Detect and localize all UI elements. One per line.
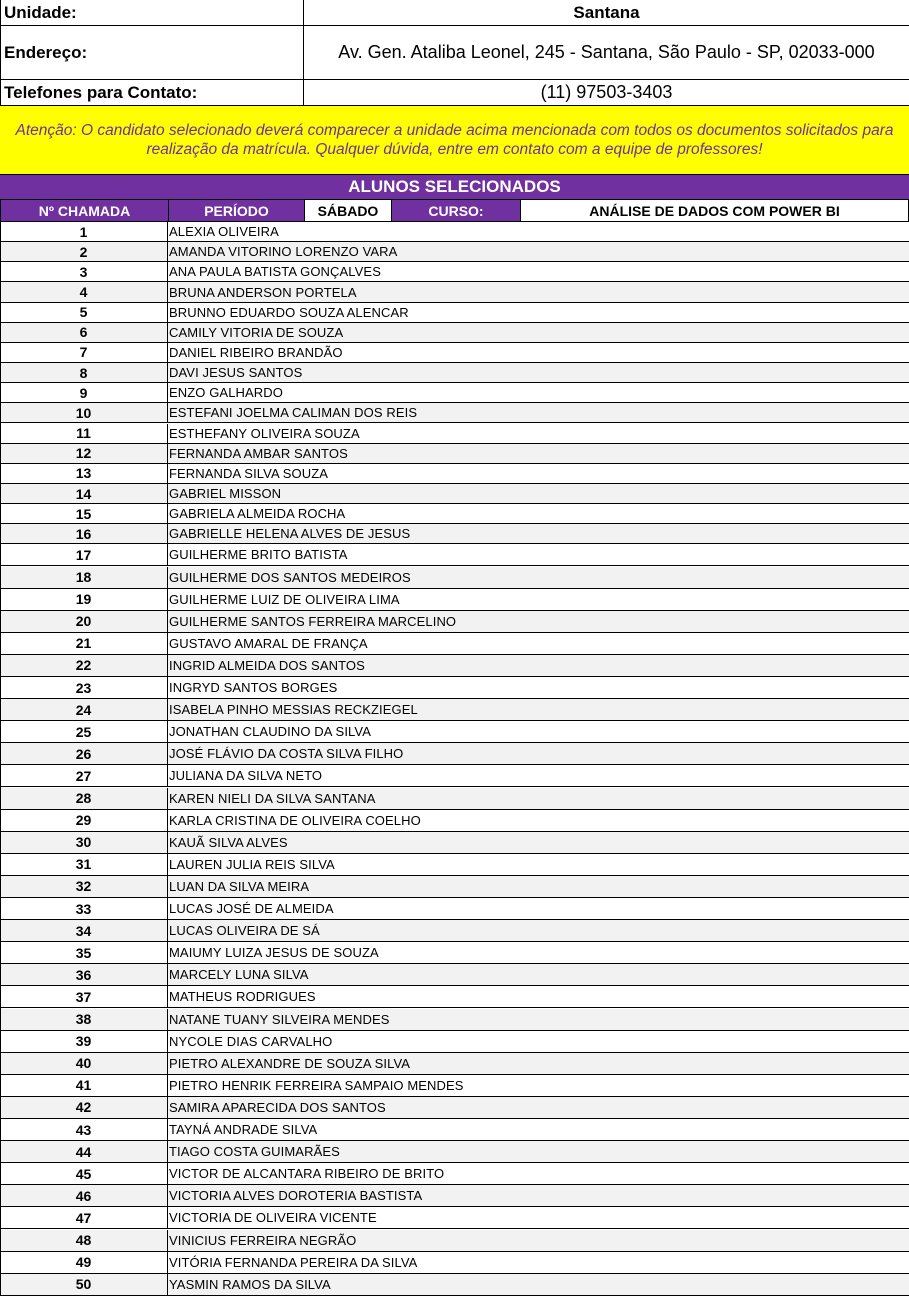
student-name: YASMIN RAMOS DA SILVA	[169, 1276, 331, 1292]
student-name: JOSÉ FLÁVIO DA COSTA SILVA FILHO	[169, 746, 404, 762]
call-number: 39	[0, 1031, 168, 1052]
student-name: DAVI JESUS SANTOS	[169, 365, 303, 381]
table-row	[0, 765, 909, 787]
call-number: 31	[0, 854, 168, 875]
table-row	[0, 424, 909, 444]
telefone-row	[0, 80, 909, 106]
telefone-value: (11) 97503-3403	[540, 82, 673, 102]
table-row	[0, 323, 909, 343]
student-name: INGRYD SANTOS BORGES	[169, 680, 338, 696]
call-number: 6	[0, 323, 168, 342]
student-name: JONATHAN CLAUDINO DA SILVA	[169, 724, 371, 740]
table-row	[0, 464, 909, 484]
call-number: 38	[0, 1009, 168, 1030]
attention-notice	[0, 106, 909, 175]
attention-notice-text: Atenção: O candidato selecionado deverá comparecer a unidade acima mencionada com todos os documentos solicitados para realização da matrícula. Qualquer dúvida, entre em contato com a equipe de professores!	[15, 122, 894, 158]
table-row	[0, 721, 909, 743]
table-row	[0, 1119, 909, 1141]
call-number: 48	[0, 1230, 168, 1251]
table-row	[0, 898, 909, 920]
call-number: 36	[0, 964, 168, 985]
student-name: TAYNÁ ANDRADE SILVA	[169, 1122, 318, 1138]
student-name: VINICIUS FERREIRA NEGRÃO	[169, 1232, 357, 1248]
student-name: ENZO GALHARDO	[169, 385, 283, 401]
table-row	[0, 1141, 909, 1163]
student-name: KAREN NIELI DA SILVA SANTANA	[169, 790, 376, 806]
student-name: ESTEFANI JOELMA CALIMAN DOS REIS	[169, 405, 418, 421]
call-number: 20	[0, 611, 168, 632]
call-number: 45	[0, 1163, 168, 1184]
table-header	[0, 200, 909, 222]
call-number: 16	[0, 524, 168, 543]
student-name: DANIEL RIBEIRO BRANDÃO	[169, 344, 343, 360]
table-row	[0, 942, 909, 964]
table-row	[0, 655, 909, 677]
call-number: 4	[0, 282, 168, 301]
call-number: 19	[0, 589, 168, 610]
student-name: TIAGO COSTA GUIMARÃES	[169, 1144, 340, 1160]
call-number: 17	[0, 544, 168, 565]
student-name: LUCAS OLIVEIRA DE SÁ	[169, 923, 320, 939]
student-name: ESTHEFANY OLIVEIRA SOUZA	[169, 425, 360, 441]
student-name: GUILHERME SANTOS FERREIRA MARCELINO	[169, 613, 457, 629]
student-name: ISABELA PINHO MESSIAS RECKZIEGEL	[169, 702, 418, 718]
table-row	[0, 544, 909, 566]
call-number: 5	[0, 303, 168, 322]
student-name: BRUNNO EDUARDO SOUZA ALENCAR	[169, 304, 409, 320]
header-periodo: PERÍODO	[168, 200, 305, 222]
call-number: 37	[0, 986, 168, 1007]
table-row	[0, 403, 909, 423]
call-number: 24	[0, 699, 168, 720]
call-number: 26	[0, 743, 168, 764]
call-number: 44	[0, 1141, 168, 1162]
table-row	[0, 484, 909, 504]
call-number: 9	[0, 383, 168, 402]
header-curso: CURSO:	[391, 200, 521, 222]
call-number: 25	[0, 721, 168, 742]
student-name: LUCAS JOSÉ DE ALMEIDA	[169, 901, 334, 917]
call-number: 46	[0, 1185, 168, 1206]
call-number: 1	[0, 222, 168, 241]
table-row	[0, 832, 909, 854]
student-name: JULIANA DA SILVA NETO	[169, 768, 323, 784]
table-row	[0, 1031, 909, 1053]
table-row	[0, 788, 909, 810]
call-number: 14	[0, 484, 168, 503]
student-name: KAUÃ SILVA ALVES	[169, 834, 288, 850]
student-name: GABRIELA ALMEIDA ROCHA	[169, 506, 346, 522]
table-row	[0, 363, 909, 383]
student-name: PIETRO HENRIK FERREIRA SAMPAIO MENDES	[169, 1077, 464, 1093]
endereco-label: Endereço:	[0, 26, 304, 79]
table-row	[0, 743, 909, 765]
call-number: 13	[0, 464, 168, 483]
student-name: CAMILY VITORIA DE SOUZA	[169, 324, 344, 340]
table-row	[0, 589, 909, 611]
table-row	[0, 633, 909, 655]
call-number: 2	[0, 242, 168, 261]
table-row	[0, 854, 909, 876]
call-number: 40	[0, 1053, 168, 1074]
student-name: ANA PAULA BATISTA GONÇALVES	[169, 264, 381, 280]
table-row	[0, 524, 909, 544]
table-row	[0, 1053, 909, 1075]
call-number: 32	[0, 876, 168, 897]
table-row	[0, 303, 909, 323]
table-row	[0, 920, 909, 942]
call-number: 10	[0, 403, 168, 422]
student-name: NATANE TUANY SILVEIRA MENDES	[169, 1011, 390, 1027]
call-number: 7	[0, 343, 168, 362]
table-row	[0, 343, 909, 363]
table-row	[0, 1230, 909, 1252]
table-row	[0, 699, 909, 721]
table-row	[0, 1097, 909, 1119]
table-row	[0, 242, 909, 262]
student-name: VICTOR DE ALCANTARA RIBEIRO DE BRITO	[169, 1166, 445, 1182]
table-row	[0, 986, 909, 1008]
table-row	[0, 383, 909, 403]
table-row	[0, 611, 909, 633]
periodo-value: SÁBADO	[304, 200, 392, 222]
call-number: 12	[0, 444, 168, 463]
student-name: SAMIRA APARECIDA DOS SANTOS	[169, 1099, 386, 1115]
student-name: LUAN DA SILVA MEIRA	[169, 878, 310, 894]
student-name: VITÓRIA FERNANDA PEREIRA DA SILVA	[169, 1254, 418, 1270]
student-name: PIETRO ALEXANDRE DE SOUZA SILVA	[169, 1055, 411, 1071]
call-number: 50	[0, 1274, 168, 1295]
student-name: GABRIEL MISSON	[169, 486, 282, 501]
student-name: MAIUMY LUIZA JESUS DE SOUZA	[169, 945, 379, 961]
table-row	[0, 444, 909, 464]
student-name: LAUREN JULIA REIS SILVA	[169, 856, 335, 872]
call-number: 43	[0, 1119, 168, 1140]
unidade-value: Santana	[573, 2, 640, 22]
table-row	[0, 567, 909, 589]
student-name: GUILHERME DOS SANTOS MEDEIROS	[169, 569, 411, 585]
student-name: FERNANDA AMBAR SANTOS	[169, 445, 348, 461]
table-row	[0, 1274, 909, 1296]
student-name: FERNANDA SILVA SOUZA	[169, 465, 329, 481]
table-title: ALUNOS SELECIONADOS	[0, 175, 909, 200]
student-name: BRUNA ANDERSON PORTELA	[169, 284, 357, 300]
call-number: 34	[0, 920, 168, 941]
unidade-label: Unidade:	[0, 0, 304, 25]
table-row	[0, 1163, 909, 1185]
call-number: 21	[0, 633, 168, 654]
call-number: 33	[0, 898, 168, 919]
endereco-value: Av. Gen. Ataliba Leonel, 245 - Santana, São Paulo - SP, 02033-000	[338, 42, 875, 62]
call-number: 27	[0, 765, 168, 786]
table-row	[0, 1207, 909, 1229]
table-row	[0, 222, 909, 242]
student-name: ALEXIA OLIVEIRA	[169, 224, 279, 240]
call-number: 22	[0, 655, 168, 676]
call-number: 49	[0, 1252, 168, 1273]
table-row	[0, 1075, 909, 1097]
table-left-border	[0, 222, 1, 1296]
student-name: VICTORIA DE OLIVEIRA VICENTE	[169, 1210, 377, 1226]
student-name: GUILHERME LUIZ DE OLIVEIRA LIMA	[169, 591, 400, 607]
table-row	[0, 1009, 909, 1031]
unidade-row	[0, 0, 909, 26]
call-number: 18	[0, 567, 168, 588]
student-name: MARCELY LUNA SILVA	[169, 967, 309, 983]
curso-value: ANÁLISE DE DADOS COM POWER BI	[520, 200, 909, 222]
student-name: GABRIELLE HELENA ALVES DE JESUS	[169, 526, 411, 542]
call-number: 23	[0, 677, 168, 698]
table-row	[0, 1252, 909, 1274]
table-row	[0, 677, 909, 699]
table-row	[0, 810, 909, 832]
call-number: 28	[0, 788, 168, 809]
table-row	[0, 262, 909, 282]
telefone-label: Telefones para Contato:	[0, 80, 304, 105]
call-number: 30	[0, 832, 168, 853]
student-name: INGRID ALMEIDA DOS SANTOS	[169, 657, 365, 673]
student-name: KARLA CRISTINA DE OLIVEIRA COELHO	[169, 812, 421, 828]
endereco-row	[0, 26, 909, 80]
table-row	[0, 504, 909, 524]
call-number: 42	[0, 1097, 168, 1118]
call-number: 15	[0, 504, 168, 523]
call-number: 29	[0, 810, 168, 831]
student-name: MATHEUS RODRIGUES	[169, 989, 316, 1005]
table-row	[0, 282, 909, 302]
table-row	[0, 1185, 909, 1207]
call-number: 3	[0, 262, 168, 281]
student-name: VICTORIA ALVES DOROTERIA BASTISTA	[169, 1188, 423, 1204]
student-name: GUSTAVO AMARAL DE FRANÇA	[169, 635, 368, 651]
header-numero-chamada: Nº CHAMADA	[0, 200, 169, 222]
call-number: 41	[0, 1075, 168, 1096]
call-number: 47	[0, 1207, 168, 1228]
call-number: 8	[0, 363, 168, 382]
call-number: 35	[0, 942, 168, 963]
call-number: 11	[0, 424, 168, 443]
student-name: NYCOLE DIAS CARVALHO	[169, 1033, 333, 1049]
table-row	[0, 876, 909, 898]
student-name: GUILHERME BRITO BATISTA	[169, 547, 348, 563]
student-name: AMANDA VITORINO LORENZO VARA	[169, 244, 398, 260]
table-row	[0, 964, 909, 986]
